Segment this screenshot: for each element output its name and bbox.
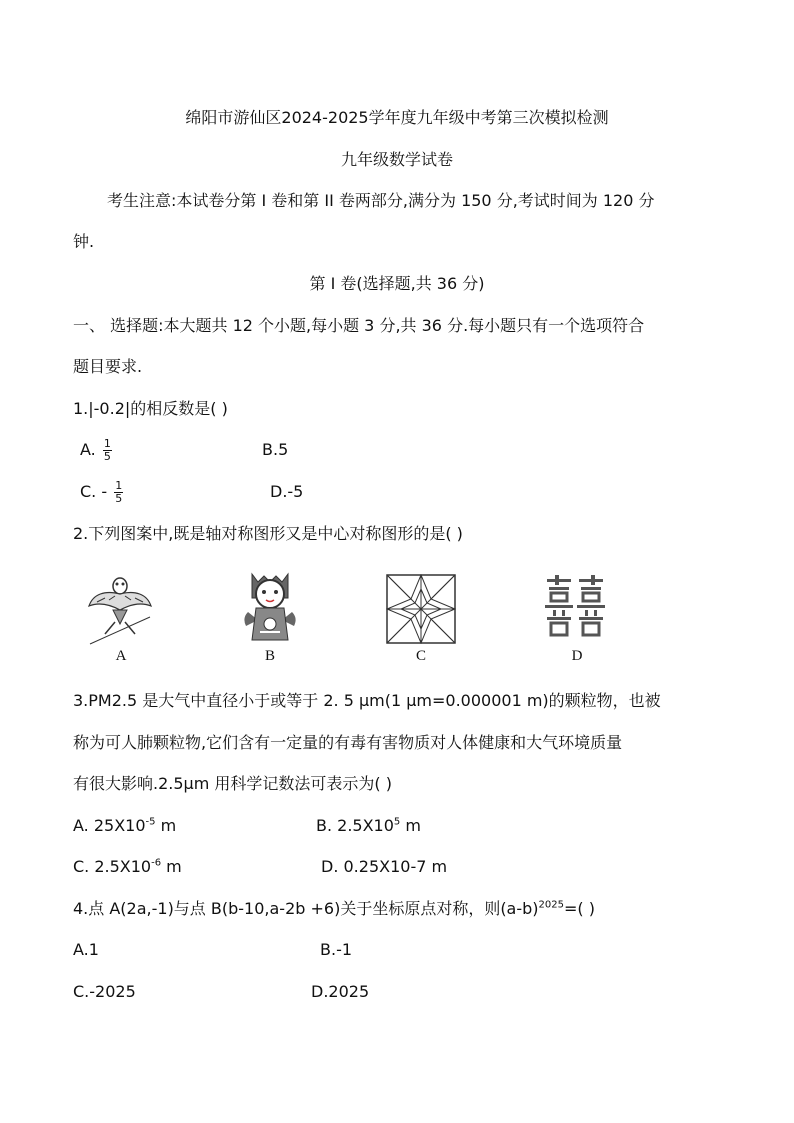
section-instruction-1: 一、 选择题:本大题共 12 个小题,每小题 3 分,共 36 分.每小题只有一个选项符合 bbox=[73, 316, 645, 335]
q2-label-a: A bbox=[115, 648, 127, 664]
q3-line-2: 称为可人肺颗粒物,它们含有一定量的有毒有害物质对人体健康和大气环境质量 bbox=[73, 733, 623, 752]
q3-line-1: 3.PM2.5 是大气中直径小于或等于 2. 5 μm(1 μm=0.000001 m)的颗粒物，也被 bbox=[73, 691, 661, 710]
notice-line-1: 考生注意:本试卷分第 I 卷和第 II 卷两部分,满分为 150 分,考试时间为 120 分 bbox=[107, 191, 655, 210]
q1-option-c-fraction: $\frac{1}{5}$ bbox=[115, 479, 123, 505]
q4-option-b: B.-1 bbox=[320, 940, 353, 959]
q1-option-c bbox=[80, 480, 125, 505]
geometric-star-figure-c bbox=[386, 574, 456, 644]
q2-stem: 2.下列图案中,既是轴对称图形又是中心对称图形的是( ) bbox=[73, 524, 463, 543]
exam-subtitle: 九年级数学试卷 bbox=[340, 150, 453, 169]
q2-label-d: D bbox=[571, 648, 583, 664]
section-title: 第 I 卷(选择题,共 36 分) bbox=[309, 274, 485, 293]
paper-cut-figure-b bbox=[238, 568, 302, 644]
q4-option-c: C.-2025 bbox=[73, 982, 136, 1001]
q3-option-b: B. $2.5X10^5$ m bbox=[316, 816, 421, 835]
q3-option-d: D. 0.25X10-7 m bbox=[321, 857, 448, 876]
q4-option-a: A.1 bbox=[73, 940, 99, 959]
q1-option-a-fraction: $\frac{1}{5}$ bbox=[103, 437, 111, 463]
notice-line-2: 钟. bbox=[73, 232, 95, 251]
q3-option-c: C. $2.5X10^{-6}$ m bbox=[73, 857, 182, 876]
kite-figure-a bbox=[85, 572, 155, 647]
section-instruction-2: 题目要求. bbox=[73, 357, 143, 376]
q4-stem: 4.点 A(2a,-1)与点 B(b-10,a-2b +6)关于坐标原点对称，则$(a-b)^{2025}=$( ) bbox=[73, 899, 595, 918]
q2-label-c: C bbox=[415, 648, 426, 664]
q1-option-b: B.5 bbox=[262, 440, 289, 459]
q1-option-c-label: C. - bbox=[80, 482, 108, 501]
exam-title: 绵阳市游仙区2024-2025学年度九年级中考第三次模拟检测 bbox=[185, 108, 609, 127]
q1-stem: 1.|-0.2|的相反数是( ) bbox=[73, 399, 228, 418]
q3-line-3: 有很大影响.2.5μm 用科学记数法可表示为( ) bbox=[73, 774, 392, 793]
q3-option-a: A. $25X10^{-5}$ m bbox=[73, 816, 177, 835]
double-happiness-figure-d bbox=[543, 573, 609, 639]
q1-option-d: D.-5 bbox=[270, 482, 304, 501]
q4-option-d: D.2025 bbox=[311, 982, 370, 1001]
q2-label-b: B bbox=[264, 648, 275, 664]
q1-option-a bbox=[80, 438, 114, 463]
q1-option-a-label: A. bbox=[80, 440, 96, 459]
